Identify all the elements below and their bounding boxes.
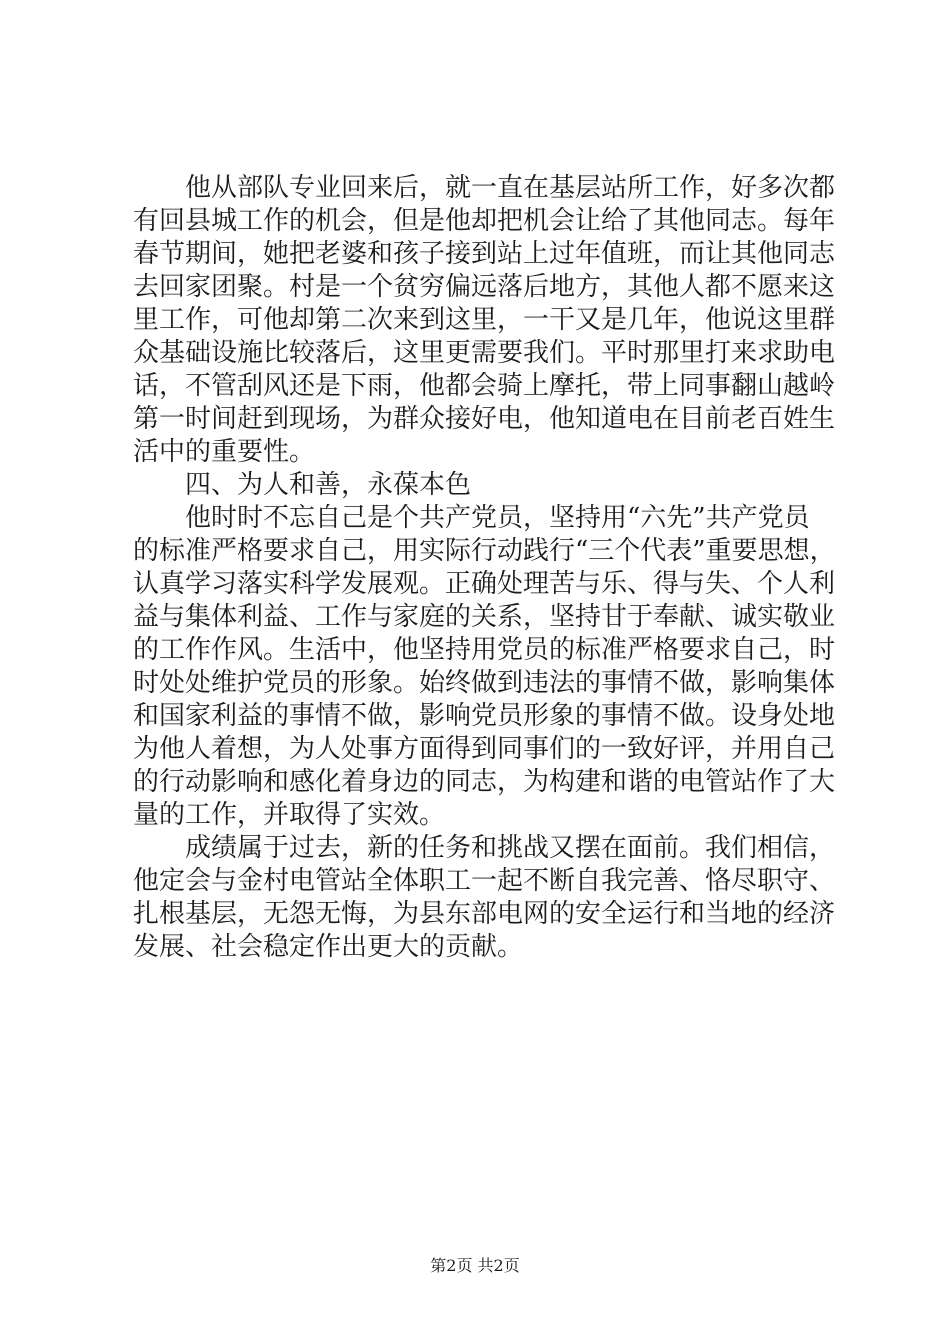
paragraph-conclusion	[133, 832, 836, 964]
text-line: 的工作作风。生活中，他坚持用党员的标准严格要求自己，时	[133, 635, 836, 665]
text-line: 发展、社会稳定作出更大的贡献。	[133, 932, 524, 962]
text-line: 时处处维护党员的形象。始终做到违法的事情不做，影响集体	[133, 668, 836, 698]
section-heading-text: 四、为人和善，永葆本色	[185, 470, 472, 500]
text-line: 扎根基层，无怨无悔，为县东部电网的安全运行和当地的经济	[133, 899, 836, 929]
text-line: 有回县城工作的机会，但是他却把机会让给了其他同志。每年	[133, 206, 836, 236]
text-line: 去回家团聚。村是一个贫穷偏远落后地方，其他人都不愿来这	[133, 272, 836, 302]
text-line: 话，不管刮风还是下雨，他都会骑上摩托，带上同事翻山越岭	[133, 371, 836, 401]
text-line: 和国家利益的事情不做，影响党员形象的事情不做。设身处地	[133, 701, 836, 731]
text-line: 他定会与金村电管站全体职工一起不断自我完善、恪尽职守、	[133, 866, 836, 896]
text-line: 众基础设施比较落后，这里更需要我们。平时那里打来求助电	[133, 338, 836, 368]
text-line: 里工作，可他却第二次来到这里，一干又是几年，他说这里群	[133, 305, 836, 335]
text-line: 认真学习落实科学发展观。正确处理苦与乐、得与失、个人利	[133, 569, 836, 599]
text-line: 春节期间，她把老婆和孩子接到站上过年值班，而让其他同志	[133, 239, 836, 269]
text-line: 他从部队专业回来后，就一直在基层站所工作，好多次都	[185, 173, 836, 203]
text-line: 他时时不忘自己是个共产党员，坚持用“六先”共产党员	[185, 503, 810, 533]
page-number: 第2页 共2页	[430, 1256, 520, 1275]
text-line: 量的工作，并取得了实效。	[133, 800, 446, 830]
text-line: 成绩属于过去，新的任务和挑战又摆在面前。我们相信，	[185, 833, 836, 863]
section-heading	[133, 469, 833, 502]
text-line: 的标准严格要求自己，用实际行动践行“三个代表”重要思想，	[133, 536, 836, 566]
text-line: 活中的重要性。	[133, 437, 316, 467]
text-line: 为他人着想，为人处事方面得到同事们的一致好评，并用自己	[133, 734, 836, 764]
text-line: 第一时间赶到现场，为群众接好电，他知道电在目前老百姓生	[133, 404, 836, 434]
text-line: 的行动影响和感化着身边的同志，为构建和谐的电管站作了大	[133, 767, 836, 797]
document-body	[133, 172, 836, 964]
text-line: 益与集体利益、工作与家庭的关系，坚持甘于奉献、诚实敬业	[133, 602, 836, 632]
paragraph-service-history	[133, 172, 836, 469]
paragraph-party-member	[133, 502, 836, 832]
page-footer	[0, 1256, 950, 1276]
